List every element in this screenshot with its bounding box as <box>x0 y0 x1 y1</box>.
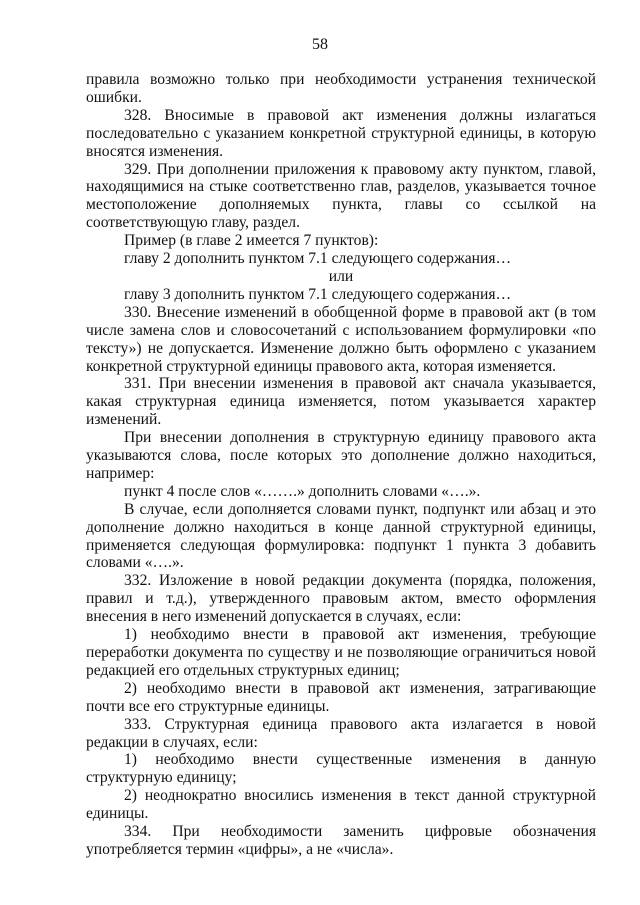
list-item: 1) необходимо внести в правовой акт изменения, требующие переработки документа по существу и не позволяющие ограничиться новой редакцией его отдельных структурных единиц; <box>86 626 596 679</box>
paragraph: 333. Структурная единица правового акта излагается в новой редакции в случаях, если: <box>86 715 596 751</box>
document-body <box>86 71 596 859</box>
paragraph: 330. Внесение изменений в обобщенной форме в правовой акт (в том числе замена слов и словосочетаний с использованием формулировки «по тексту») не допускается. Изменение должно быть оформлено с указанием конкретной структурной единицы правового акта, которая изменяется. <box>86 303 596 375</box>
paragraph: 328. Вносимые в правовой акт изменения должны излагаться последовательно с указанием конкретной структурной единицы, в которую вносятся изменения. <box>86 106 596 160</box>
paragraph: 334. При необходимости заменить цифровые обозначения употребляется термин «цифры», а не «числа». <box>86 823 596 858</box>
page-number: 58 <box>312 36 328 53</box>
example-separator: или <box>328 267 354 285</box>
paragraph: правила возможно только при необходимости устранения технической ошибки. <box>86 71 596 106</box>
list-item: 2) необходимо внести в правовой акт изменения, затрагивающие почти все его структурные единицы. <box>86 679 596 715</box>
paragraph: В случае, если дополняется словами пункт, подпункт или абзац и это дополнение должно находиться в конце данной структурной единицы, применяется следующая формулировка: подпункт 1 пункта 3 добавить словами «….». <box>86 500 596 572</box>
paragraph: 329. При дополнении приложения к правовому акту пунктом, главой, находящимися на стыке соответственно глав, разделов, указывается точное местоположение дополняемых пункта, главы со ссылкой на соответствующую главу, раздел. <box>86 160 596 232</box>
example-line: главу 2 дополнить пунктом 7.1 следующего содержания… <box>124 250 512 268</box>
list-item: 2) неоднократно вносились изменения в текст данной структурной единицы. <box>86 787 596 823</box>
example-line: пункт 4 после слов «…….» дополнить словами «….». <box>124 482 481 500</box>
paragraph: 332. Изложение в новой редакции документа (порядка, положения, правил и т.д.), утвержденного правовым актом, вместо оформления внесения в него изменений допускается в случаях, если: <box>86 572 596 626</box>
paragraph: При внесении дополнения в структурную единицу правового акта указываются слова, после которых это дополнение должно находиться, например: <box>86 429 596 482</box>
example-line: главу 3 дополнить пунктом 7.1 следующего содержания… <box>124 285 512 303</box>
paragraph: 331. При внесении изменения в правовой акт сначала указывается, какая структурная единица изменяется, потом указывается характер изменений. <box>86 375 596 429</box>
list-item: 1) необходимо внести существенные изменения в данную структурную единицу; <box>86 751 596 787</box>
example-line: Пример (в главе 2 имеется 7 пунктов): <box>124 232 379 250</box>
